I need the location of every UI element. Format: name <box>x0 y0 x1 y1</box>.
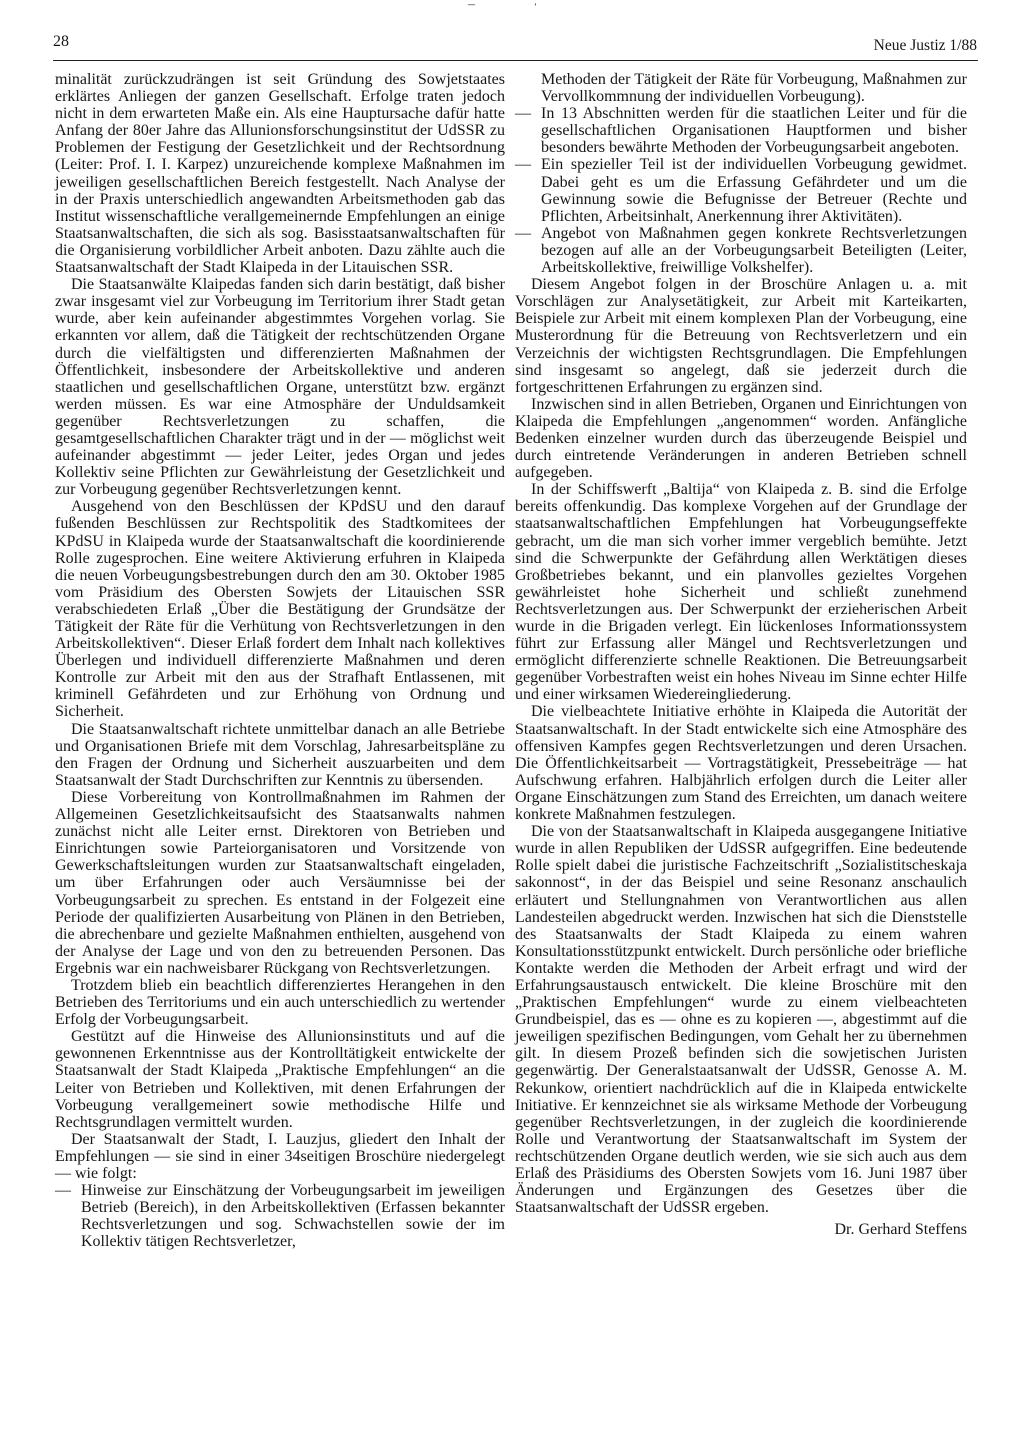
list-item <box>515 156 967 224</box>
paragraph: Die von der Staatsanwaltschaft in Klaipeda ausgegangene Initiative wurde in allen Republiken der UdSSR aufgegriffen. Eine bedeutende Rolle spielt dabei die juristische Fachzeitschrift „Sozialistitscheskaja sakonnost“, in der das Beispiel und seine Resonanz anschaulich erläutert und Stellungnahmen von Verantwortlichen aus allen Landesteilen abgedruckt werden. Inzwischen hat sich die Dienststelle des Staatsanwalts der Stadt Klaipeda zu einem wahren Konsultationsstützpunkt entwickelt. Durch persönliche oder briefliche Kontakte werden die Methoden der Arbeit erfragt und wird der Erfahrungsaustausch entwickelt. Die kleine Broschüre mit den „Praktischen Empfehlungen“ wurde zu einem vielbeachteten Grundbeispiel, das es — ohne es zu kopieren —, abgestimmt auf die jeweiligen spezifischen Bedingungen, vom Gehalt her zu übernehmen gilt. In diesem Prozeß befinden sich die sowjetischen Juristen gegenwärtig. Der Generalstaatsanwalt der UdSSR, Genosse A. M. Rekunkow, orientiert nachdrücklich auf die in Klaipeda entwickelte Initiative. Er kennzeichnet sie als wirksame Methode der Vorbeugung gegenüber Rechtsverletzungen, in der zugleich die koordinierende Rolle und Verantwortung der Staatsanwaltschaft im System der rechtschützenden Organe deutlich werden, wie sie sich auch aus dem Erlaß des Präsidiums des Obersten Sowjets vom 16. Juni 1987 über Änderungen und Ergänzungen des Gesetzes über die Staatsanwaltschaft der UdSSR ergeben. <box>515 823 967 1217</box>
author-signature: Dr. Gerhard Steffens <box>834 1221 967 1239</box>
list-item-text: Angebot von Maßnahmen gegen konkrete Rechtsverletzungen bezogen auf alle an der Vorbeugungsarbeit Beteiligten (Leiter, Arbeitskollektive, freiwillige Volkshelfer). <box>541 224 967 277</box>
paragraph: Die vielbeachtete Initiative erhöhte in Klaipeda die Autorität der Staatsanwaltschaft. In der Stadt entwickelte sich eine Atmosphäre des offensiven Kampfes gegen Rechtsverletzungen und deren Ursachen. Die Öffentlichkeitsarbeit — Vortragstätigkeit, Pressebeiträge — hat Aufschwung erfahren. Halbjährlich erfolgen durch die Leiter aller Organe Einschätzungen zum Stand des Erreichten, um danach weitere konkrete Maßnahmen festzulegen. <box>515 703 967 824</box>
bullet-dash: — <box>55 1182 71 1200</box>
paragraph: Diesem Angebot folgen in der Broschüre Anlagen u. a. mit Vorschlägen zur Analysetätigkeit, zur Arbeit mit Karteikarten, Beispiele zur Arbeit mit einem komplexen Plan der Vorbeugung, eine Musterordnung für die Betreuung von Rechtsverletzern und ein Verzeichnis der wichtigsten Rechtsgrundlagen. Die Empfehlungen sind insgesamt so angelegt, daß sie jederzeit durch die fortgeschrittenen Erfahrungen zu ergänzen sind. <box>515 276 967 396</box>
bullet-dash: — <box>515 224 531 242</box>
scan-mark: ˈ <box>533 2 538 17</box>
list-item <box>55 1182 505 1250</box>
scan-mark: ¯ <box>468 4 475 19</box>
list-item-text: Ein spezieller Teil ist der individuellen Vorbeugung gewidmet. Dabei geht es um die Erfassung Gefährdeter und um die Gewinnung sowie die Befugnisse der Betreuer (Rechte und Pflichten, Arbeitsinhalt, Anerkennung ihrer Aktivitäten). <box>541 156 967 225</box>
paragraph: Ausgehend von den Beschlüssen der KPdSU und den darauf fußenden Beschlüssen zur Rechtspolitik des Stadtkomitees der KPdSU in Klaipeda wurde der Staatsanwaltschaft die koordinierende Rolle zugesprochen. Eine weitere Aktivierung erfuhren in Klaipeda die neuen Vorbeugungsbestrebungen durch den am 30. Oktober 1985 vom Präsidium des Obersten Sowjets der Litauischen SSR verabschiedeten Erlaß „Über die Bestätigung der Grundsätze der Tätigkeit der Räte für die Verhütung von Rechtsverletzungen in den Arbeitskollektiven“. Dieser Erlaß fordert dem Inhalt nach kollektives Überlegen und individuell differenzierte Maßnahmen und deren Kontrolle zur Arbeit mit den aus der Strafhaft Entlassenen, mit kriminell Gefährdeten und zur Erhöhung von Ordnung und Sicherheit. <box>55 498 505 721</box>
list-item-text: In 13 Abschnitten werden für die staatlichen Leiter und für die gesellschaftlichen Organisationen Hauptformen und bisher besonders bewährte Methoden der Vorbeugungsarbeit angeboten. <box>541 105 967 157</box>
right-column <box>515 71 967 1238</box>
bullet-dash: — <box>515 105 531 123</box>
paragraph: Trotzdem blieb ein beachtlich differenziertes Herangehen in den Betrieben des Territoriums und ein auch unterschiedlich zu wertender Erfolg der Vorbeugungsarbeit. <box>55 976 505 1029</box>
bullet-list <box>55 1182 505 1250</box>
header-rule <box>53 60 978 61</box>
left-column <box>55 71 505 1250</box>
list-item-text: Hinweise zur Einschätzung der Vorbeugungsarbeit im jeweiligen Betrieb (Bereich), in den Arbeitskollektiven (Erfassen bekannter Rechtsverletzungen und sog. Schwachstellen sowie der im Kollektiv tätigen Rechtsverletzer, <box>81 1182 505 1251</box>
paragraph: Diese Vorbereitung von Kontrollmaßnahmen im Rahmen der Allgemeinen Gesetzlichkeitsaufsicht des Staatsanwalts nahmen zunächst nicht alle Leiter ernst. Direktoren von Betrieben und Einrichtungen sowie Parteiorganisatoren und Vorsitzende von Gewerkschaftsleitungen wurden zur Staatsanwaltschaft eingeladen, um über Erfahrungen oder auch Versäumnisse bei der Vorbeugungsarbeit zu sprechen. Es entstand in der Folgezeit eine Periode der qualifizierten Ausarbeitung von Plänen in den Betrieben, die abrechenbare und gezielte Maßnahmen enthielten, ausgehend von der Analyse der Lage und von den zu betreuenden Personen. Das Ergebnis war ein nachweisbarer Rückgang von Rechtsverletzungen. <box>55 788 505 977</box>
paragraph: minalität zurückzudrängen ist seit Gründung des Sowjetstaates erklärtes Anliegen der ganzen Gesellschaft. Erfolge traten jedoch nicht in dem erwarteten Maße ein. Als eine Hauptursache dafür hatte Anfang der 80er Jahre das Allunionsforschungsinstitut der UdSSR zu Problemen der Festigung der Gesetzlichkeit und der Rechtsordnung (Leiter: Prof. I. I. Karpez) unzureichende komplexe Maßnahmen im jeweiligen gesellschaftlichen Bereich festgestellt. Nach Analyse der in der Praxis unterschiedlich angewandten Arbeitsmethoden gab das Institut wissenschaftliche verallgemeinernde Empfehlungen an einige Staatsanwaltschaften, die sich als sog. Basisstaatsanwaltschaften für die Organisierung vorbildlicher Arbeit anboten. Dazu zählte auch die Staatsanwaltschaft der Stadt Klaipeda in der Litauischen SSR. <box>55 71 505 277</box>
running-header-journal: Neue Justiz 1/88 <box>873 37 977 54</box>
paragraph: Die Staatsanwaltschaft richtete unmittelbar danach an alle Betriebe und Organisationen Briefe mit dem Vorschlag, Jahresarbeitspläne zu den Fragen der Ordnung und Sicherheit auszuarbeiten und dem Staatsanwalt der Stadt Durchschriften zur Kenntnis zu übersenden. <box>55 720 505 789</box>
bullet-dash: — <box>515 156 531 174</box>
paragraph: Gestützt auf die Hinweise des Allunionsinstituts und auf die gewonnenen Erkenntnisse aus der Kontrolltätigkeit entwickelte der Staatsanwalt der Stadt Klaipeda „Praktische Empfehlungen“ an die Leiter von Betrieben und Kollektiven, mit denen Erfahrungen der Vorbeugung verallgemeinert sowie methodische Hilfe und Rechtsgrundlagen vermittelt wurden. <box>55 1028 505 1131</box>
list-item-continuation: Methoden der Tätigkeit der Räte für Vorbeugung, Maßnahmen zur Vervollkommnung der individuellen Vorbeugung). <box>541 71 967 106</box>
page-number: 28 <box>53 33 69 50</box>
list-item <box>515 105 967 156</box>
bullet-list <box>515 105 967 276</box>
paragraph: Inzwischen sind in allen Betrieben, Organen und Einrichtungen von Klaipeda die Empfehlungen „angenommen“ worden. Anfängliche Bedenken einzelner wurden durch das überzeugende Beispiel und durch eintretende Veränderungen in anderen Betrieben schnell aufgegeben. <box>515 395 967 482</box>
paragraph: Der Staatsanwalt der Stadt, I. Lauzjus, gliedert den Inhalt der Empfehlungen — sie sind in einer 34seitigen Broschüre niedergelegt — wie folgt: <box>55 1130 505 1182</box>
paragraph: In der Schiffswerft „Baltija“ von Klaipeda z. B. sind die Erfolge bereits offenkundig. Das komplexe Vorgehen auf der Grundlage der staatsanwaltschaftlichen Empfehlungen hat Vorbeugungseffekte gebracht, um die man sich vorher immer vergeblich bemühte. Jetzt sind die Schwerpunkte der Gefährdung allen Werktätigen dieses Großbetriebes bekannt, und ein planvolles gezieltes Vorgehen gewährleistet hohe Sicherheit und schließt zunehmend Rechtsverletzungen aus. Der Schwerpunkt der erzieherischen Arbeit wurde in die Brigaden verlegt. Ein lückenloses Informationssystem führt zur Erfassung aller Mängel und Rechtsverletzungen und ermöglicht differenzierte schnelle Reaktionen. Die Betreuungsarbeit gegenüber Vorbestraften weist ein hohes Niveau im Sinne echter Hilfe und einer wirksamen Wiedereingliederung. <box>515 481 967 704</box>
paragraph: Die Staatsanwälte Klaipedas fanden sich darin bestätigt, daß bisher zwar insgesamt viel zur Vorbeugung im Territorium ihrer Stadt getan wurde, aber kein aufeinander abgestimmtes Vorgehen vorlag. Sie erkannten vor allem, daß die Tätigkeit der rechtschützenden Organe durch die vielfältigsten und differenzierten Maßnahmen der Öffentlichkeit, insbesondere der Arbeitskollektive und anderen staatlichen und gesellschaftlichen Organe, unterstützt bzw. ergänzt werden müssen. Es war eine Atmosphäre der Unduldsamkeit gegenüber Rechtsverletzungen zu schaffen, die gesamtgesellschaftlichen Charakter trägt und in der — möglichst weit aufeinander abgestimmt — jeder Leiter, jedes Organ und jedes Kollektiv seine Pflichten zur Gewährleistung der Gesetzlichkeit und zur Vorbeugung gegenüber Rechtsverletzungen kennt. <box>55 276 505 499</box>
list-item <box>515 225 967 276</box>
